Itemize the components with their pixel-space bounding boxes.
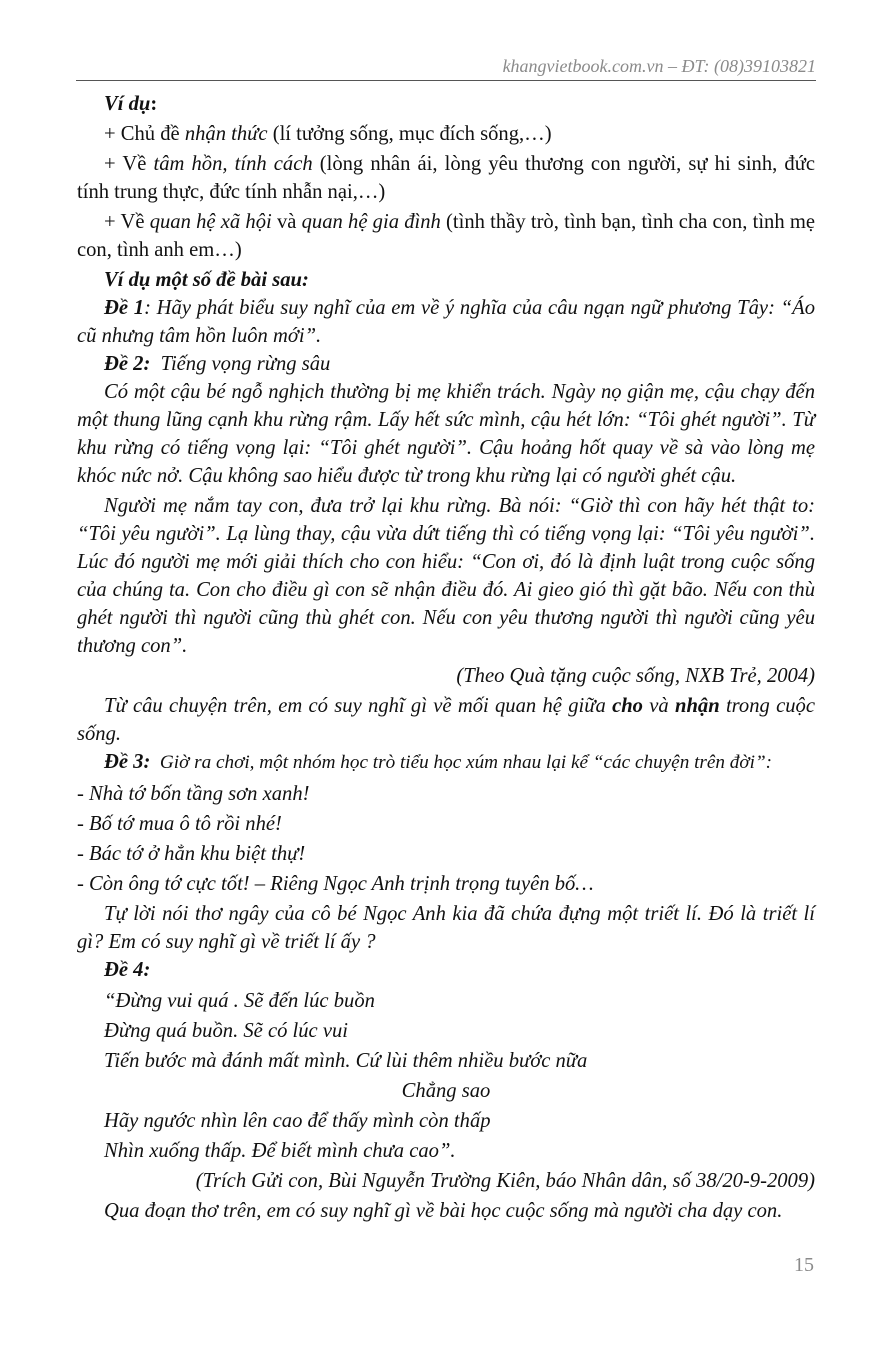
de-2-source: (Theo Quà tặng cuộc sống, NXB Trẻ, 2004) [456,665,815,687]
poem-line: Đừng quá buồn. Sẽ có lúc vui [104,1020,349,1042]
item-quan-he: + Về quan hệ xã hội và quan hệ gia đình (tình thầy trò, tình bạn, tình cha con, tình mẹ con, tình anh em…) [77,211,816,261]
de-3-question: Tự lời nói thơ ngây của cô bé Ngọc Anh kia đã chứa đựng một triết lí. Đó là triết lí gì? Em có suy nghĩ gì về triết lí ấy ? [77,903,815,953]
page-header: khangvietbook.com.vn – ĐT: (08)39103821 [502,56,816,76]
de-3-line-1: - Nhà tớ bốn tầng sơn xanh! [77,783,310,805]
de-3-line-4: - Còn ông tớ cực tốt! – Riêng Ngọc Anh trịnh trọng tuyên bố… [77,873,594,895]
poem-line: Tiến bước mà đánh mất mình. Cứ lùi thêm nhiều bước nữa [104,1050,588,1072]
de-2-paragraph-1: Có một cậu bé ngỗ nghịch thường bị mẹ khiển trách. Ngày nọ giận mẹ, cậu chạy đến một thung lũng cạnh khu rừng rậm. Lấy hết sức mình, cậu hét lớn: “Tôi ghét người”. Từ khu rừng có tiếng vọng lại: “Tôi ghét người”. Cậu hoảng hốt quay về sà vào lòng mẹ khóc nức nở. Cậu không sao hiểu được từ trong khu rừng lại có người ghét cậu. [77,381,815,487]
de-2-paragraph-2: Người mẹ nắm tay con, đưa trở lại khu rừng. Bà nói: “Giờ thì con hãy hét thật to: “Tôi yêu người”. Lạ lùng thay, cậu vừa dứt tiếng thì có tiếng vọng lại: “Tôi yêu người”. Lúc đó người mẹ mới giải thích cho con hiểu: “Con ơi, đó là định luật trong cuộc sống của chúng ta. Con cho điều gì con sẽ nhận điều đó. Ai gieo gió thì gặt bão. Nếu con thù ghét người thì người cũng thù ghét con. Nếu con yêu thương người thì người cũng yêu thương con”. [77,495,815,657]
vi-du-label: Ví dụ [104,93,151,115]
item-tam-hon: + Về tâm hồn, tính cách (lòng nhân ái, lòng yêu thương con người, sự hi sinh, đức tính trung thực, đức tính nhẫn nại,…) [77,153,815,203]
de-4-source: (Trích Gửi con, Bùi Nguyễn Trường Kiên, báo Nhân dân, số 38/20-9-2009) [195,1170,815,1192]
de-4-poem [77,987,815,1165]
item-nhan-thuc: + Chủ đề nhận thức (lí tưởng sống, mục đích sống,…) [104,123,552,145]
de-2-heading: Đề 2: Tiếng vọng rừng sâu [104,353,331,375]
de-3-line-2: - Bố tớ mua ô tô rồi nhé! [77,813,282,835]
poem-line: Hãy ngước nhìn lên cao để thấy mình còn thấp [104,1110,491,1132]
examples-heading: Ví dụ một số đề bài sau: [104,269,309,291]
header-divider [76,80,816,81]
de-2-label: Đề 2: [104,353,151,375]
de-2-question: Từ câu chuyện trên, em có suy nghĩ gì về mối quan hệ giữa cho và nhận trong cuộc sống. [77,695,815,745]
page-content [77,90,815,1225]
poem-line: “Đừng vui quá . Sẽ đến lúc buồn [104,990,375,1012]
page-number: 15 [794,1254,814,1276]
de-4-question: Qua đoạn thơ trên, em có suy nghĩ gì về bài học cuộc sống mà người cha dạy con. [104,1200,783,1222]
poem-line: Chẳng sao [401,1080,491,1102]
de-3-label: Đề 3: [104,751,151,773]
de-3-heading: Đề 3: Giờ ra chơi, một nhóm học trò tiểu học xúm nhau lại kể “các chuyện trên đời”: [104,751,773,773]
de-1-label: Đề 1 [104,297,145,319]
de-3-line-3: - Bác tớ ở hẳn khu biệt thự! [77,843,306,865]
de-1: Đề 1: Hãy phát biểu suy nghĩ của em về ý nghĩa của câu ngạn ngữ phương Tây: “Áo cũ nhưng tâm hồn luôn mới”. [77,297,815,347]
vi-du-heading: Ví dụ: [104,93,158,115]
de-4-label: Đề 4: [104,959,151,981]
poem-line: Nhìn xuống thấp. Để biết mình chưa cao”. [104,1140,456,1162]
